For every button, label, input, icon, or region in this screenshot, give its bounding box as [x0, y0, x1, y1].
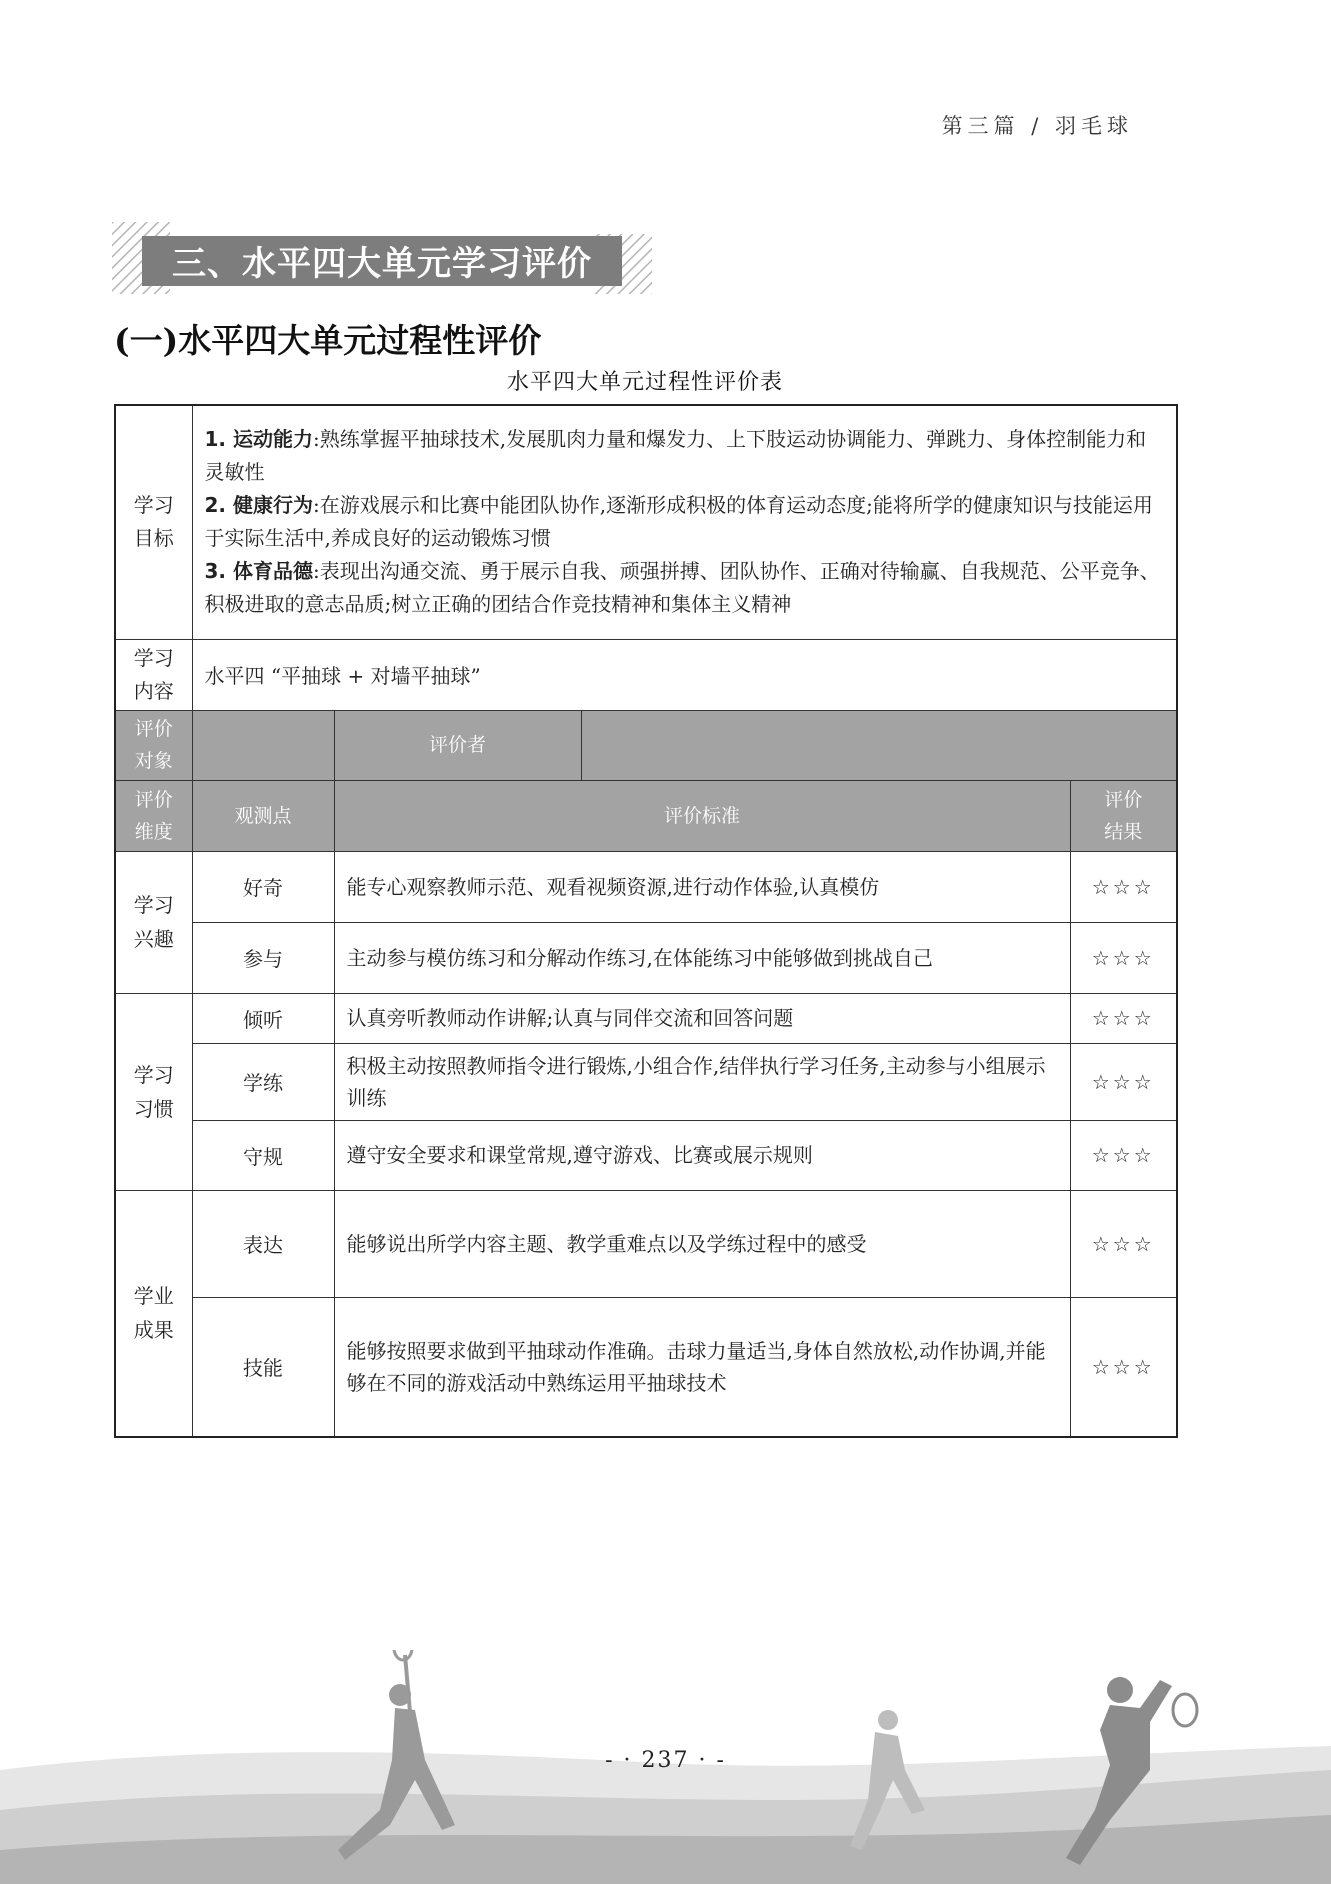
- table-row: [115, 1043, 1177, 1120]
- goal-item: 1. 运动能力:熟练掌握平抽球技术,发展肌肉力量和爆发力、上下肢运动协调能力、弹跳力、身体控制能力和灵敏性: [204, 427, 1147, 485]
- star-rating[interactable]: ☆☆☆: [1070, 1190, 1177, 1297]
- table-row: [115, 1120, 1177, 1190]
- table-row: [115, 851, 1177, 922]
- goal-item: 3. 体育品德:表现出沟通交流、勇于展示自我、顽强拼搏、团队协作、正确对待输赢、自我规范、公平竞争、积极进取的意志品质;树立正确的团结合作竞技精神和集体主义精神: [204, 559, 1160, 617]
- evaluator-blank-cell: [581, 710, 1177, 780]
- object-blank-cell: [192, 710, 334, 780]
- object-label: 评价 对象: [115, 710, 192, 780]
- table-row: [115, 1297, 1177, 1437]
- dimension-cell: 学业 成果: [115, 1190, 192, 1437]
- star-rating[interactable]: ☆☆☆: [1070, 922, 1177, 993]
- observation-point: 守规: [192, 1120, 334, 1190]
- evaluation-table: [114, 404, 1178, 1438]
- section-title: 三、水平四大单元学习评价: [172, 244, 592, 284]
- dimension-cell: 学习 兴趣: [115, 851, 192, 993]
- observation-point: 技能: [192, 1297, 334, 1437]
- observation-point: 表达: [192, 1190, 334, 1297]
- goals-label: 学习 目标: [115, 405, 192, 639]
- table-row: [115, 993, 1177, 1043]
- table-row: [115, 922, 1177, 993]
- star-rating[interactable]: ☆☆☆: [1070, 1120, 1177, 1190]
- table-header-row: [115, 780, 1177, 851]
- dimension-cell: 学习 习惯: [115, 993, 192, 1190]
- observation-point: 倾听: [192, 993, 334, 1043]
- evaluation-standard: 能专心观察教师示范、观看视频资源,进行动作体验,认真模仿: [334, 851, 1070, 922]
- goals-row: [115, 405, 1177, 639]
- content-row: [115, 639, 1177, 710]
- star-rating[interactable]: ☆☆☆: [1070, 1043, 1177, 1120]
- evaluation-standard: 主动参与模仿练习和分解动作练习,在体能练习中能够做到挑战自己: [334, 922, 1070, 993]
- goal-item: 2. 健康行为:在游戏展示和比赛中能团队协作,逐渐形成积极的体育运动态度;能将所学的健康知识与技能运用于实际生活中,养成良好的运动锻炼习惯: [204, 493, 1153, 551]
- running-header: 第三篇 / 羽毛球: [941, 114, 1133, 138]
- table-caption: 水平四大单元过程性评价表: [506, 370, 783, 395]
- section-banner: [112, 222, 652, 294]
- star-rating[interactable]: ☆☆☆: [1070, 1297, 1177, 1437]
- table-row: [115, 1190, 1177, 1297]
- star-rating[interactable]: ☆☆☆: [1070, 851, 1177, 922]
- dimension-header: 评价 维度: [115, 780, 192, 851]
- evaluation-standard: 认真旁听教师动作讲解;认真与同伴交流和回答问题: [334, 993, 1070, 1043]
- evaluation-standard: 能够按照要求做到平抽球动作准确。击球力量适当,身体自然放松,动作协调,并能够在不同的游戏活动中熟练运用平抽球技术: [334, 1297, 1070, 1437]
- observation-point: 参与: [192, 922, 334, 993]
- evaluation-standard: 积极主动按照教师指令进行锻炼,小组合作,结伴执行学习任务,主动参与小组展示训练: [334, 1043, 1070, 1120]
- subsection-title: (一)水平四大单元过程性评价: [114, 321, 542, 360]
- evaluator-label: 评价者: [334, 710, 581, 780]
- goals-cell: [192, 405, 1177, 639]
- result-header: 评价 结果: [1070, 780, 1177, 851]
- observation-point: 学练: [192, 1043, 334, 1120]
- page-number: - · 237 · -: [605, 1748, 726, 1773]
- content-text: 水平四 “平抽球 + 对墙平抽球”: [192, 639, 1177, 710]
- observation-point: 好奇: [192, 851, 334, 922]
- point-header: 观测点: [192, 780, 334, 851]
- object-row: [115, 710, 1177, 780]
- evaluation-standard: 遵守安全要求和课堂常规,遵守游戏、比赛或展示规则: [334, 1120, 1070, 1190]
- star-rating[interactable]: ☆☆☆: [1070, 993, 1177, 1043]
- content-label: 学习 内容: [115, 639, 192, 710]
- standard-header: 评价标准: [334, 780, 1070, 851]
- evaluation-standard: 能够说出所学内容主题、教学重难点以及学练过程中的感受: [334, 1190, 1070, 1297]
